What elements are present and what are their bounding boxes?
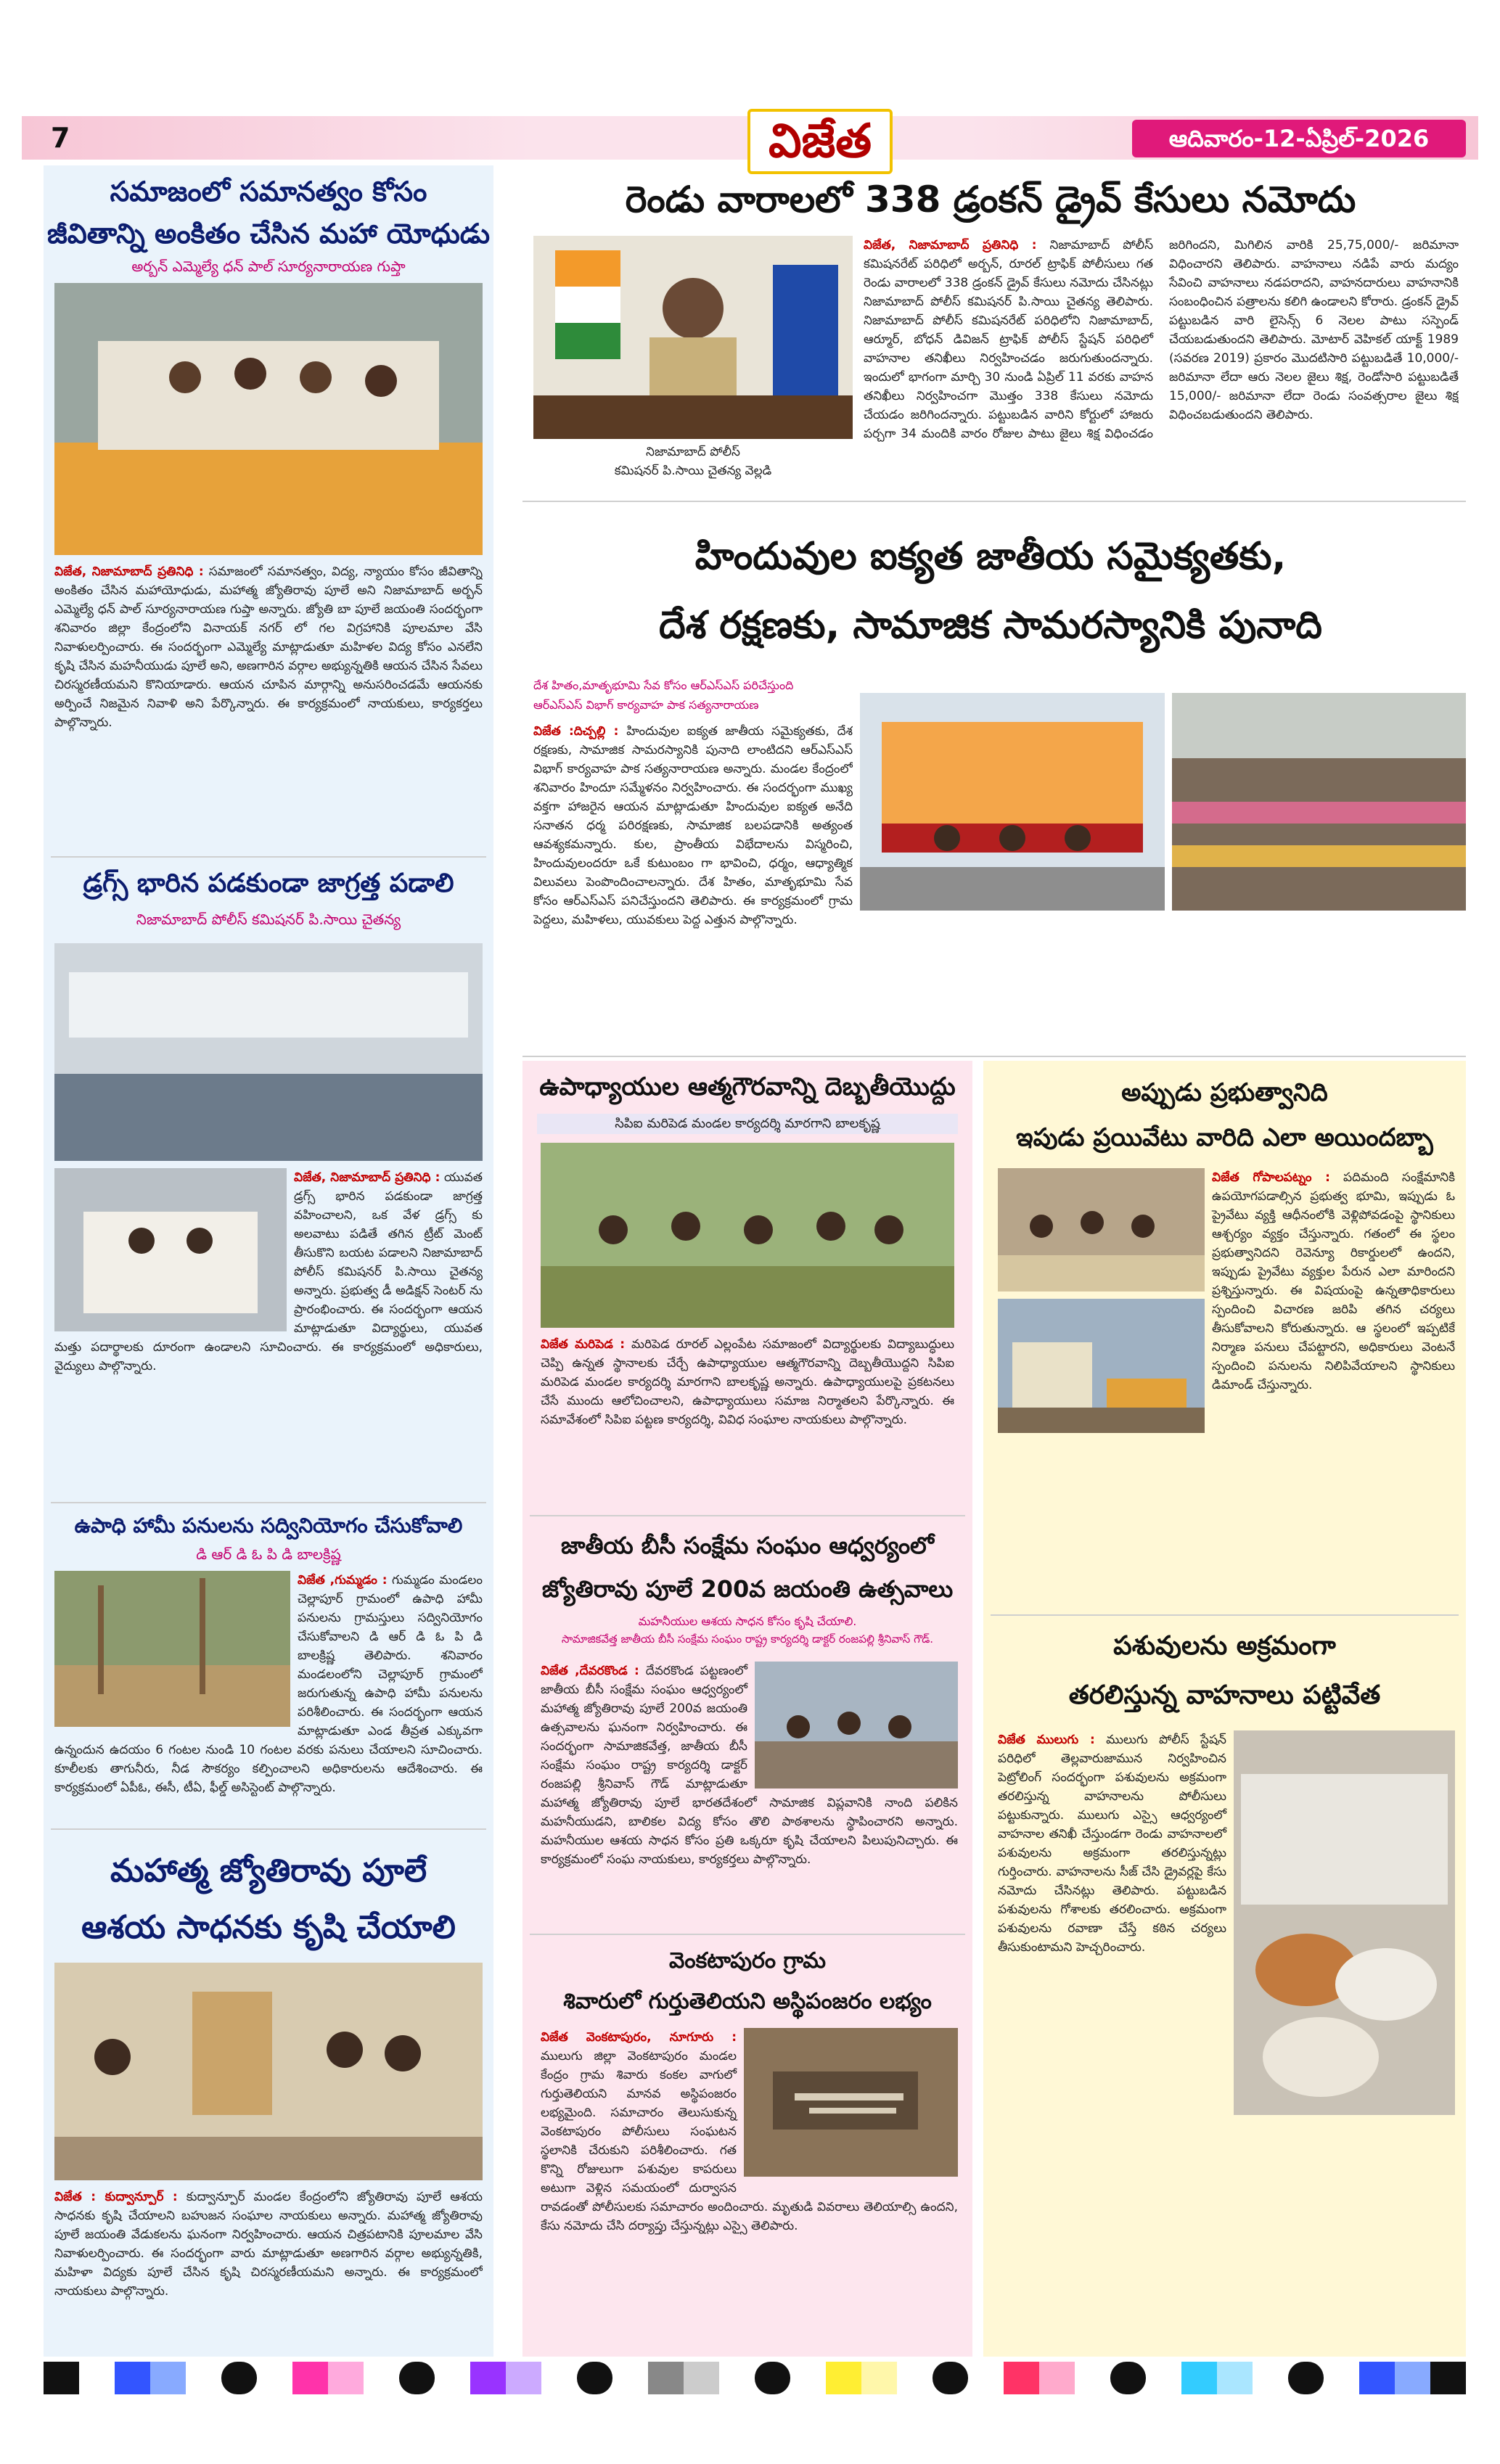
- hindu-photo-stage: [860, 693, 1165, 911]
- teachers-subhead: సిపిఐ మరిపెడ మండల కార్యదర్శి మారగాని బాలకృష్ణ: [537, 1114, 958, 1134]
- lead-photo: [533, 236, 853, 439]
- land-headline-line1: అప్పుడు ప్రభుత్వానిది: [1121, 1078, 1328, 1107]
- story1-headline-line2: జీవితాన్ని అంకితం చేసిన మహా యోధుడు: [46, 218, 491, 250]
- teachers-dateline: విజేత మరిపెడ :: [541, 1337, 626, 1352]
- teachers-headline: ఉపాధ్యాయుల ఆత్మగౌరవాన్ని దెబ్బతీయొద్దు: [539, 1072, 956, 1101]
- teachers-body-text: మరిపెడ రూరల్ ఎల్లంపేట సమాజంలో విద్యార్థులకు విద్యాబుద్ధులు చెప్పి ఉన్నత స్థానాలకు చేర్చే ఉపాధ్యాయుల ఆత్మగౌరవాన్ని దెబ్బతీయొద్దని సిపిఐ మరిపెడ మండల కార్యదర్శి మారగాని బాలకృష్ణ అన్నారు. ఉపాధ్యాయులపై ప్రకటనలు చేసే ముందు ఆలోచించాలని, ఉపాధ్యాయులు సమాజ నిర్మాతలని పేర్కొన్నారు. ఈ సమావేశంలో సిపిఐ పట్టణ కార్యదర్శి, వివిధ సంఘాల నాయకులు పాల్గొన్నారు.: [541, 1337, 954, 1427]
- bc-subhead1: మహనీయుల ఆశయ సాధన కోసం కృషి చేయాలి.: [638, 1614, 857, 1628]
- story3-body-text: గుమ్మడం మండలం చెల్లాపూర్ గ్రామంలో ఉపాధి హామీ పనులను గ్రామస్తులు సద్వినియోగం చేసుకోవాలని డి ఆర్ డి ఓ పి డి బాలక్రిష్ణ తెలిపారు. శనివారం మండలంలోని చెల్లాపూర్ గ్రామంలో జరుగుతున్న ఉపాధి హామీ పనులను పరిశీలించారు. ఈ సందర్భంగా ఆయన మాట్లాడుతూ ఎండ తీవ్రత ఎక్కువగా ఉన్నందున ఉదయం 6 గంటల నుండి 10 గంటల వరకు పనులు చేయాలని సూచించారు. కూలీలకు తాగునీరు, నీడ సౌకర్యం కల్పించాలని అధికారులను ఆదేశించారు. ఈ కార్యక్రమంలో ఏపీఓ, ఈసీ, టీఏ, ఫీల్డ్ అసిస్టెంట్ పాల్గొన్నారు.: [54, 1573, 483, 1795]
- hindu-subhead1: దేశ హితం,మాతృభూమి సేవ కోసం ఆర్ఎస్ఎస్ పరిచేస్తుంది: [533, 678, 794, 692]
- bc-subhead2: సామాజికవేత్త జాతీయ బీసీ సంక్షేమ సంఘం రాష్ట్ర కార్యదర్శి డాక్టర్ రంజపల్లి శ్రీనివాస్ గౌడ్.: [561, 1633, 934, 1646]
- bc-body: [541, 1662, 958, 1926]
- divider: [51, 1828, 486, 1830]
- story4-headline: [44, 1843, 493, 1956]
- story4-photo: [54, 1963, 483, 2180]
- bc-headline-line2: జ్యోతిరావు పూలే 200వ జయంతి ఉత్సవాలు: [541, 1575, 954, 1603]
- bc-dateline: విజేత ,దేవరకొండ :: [541, 1664, 639, 1678]
- hindu-headline: [508, 522, 1473, 660]
- hindu-photo-crowd: [1172, 693, 1466, 911]
- cattle-headline-line2: తరలిస్తున్న వాహనాలు పట్టివేత: [1068, 1680, 1381, 1710]
- skeleton-body-text: ములుగు జిల్లా వెంకటాపురం మండల కేంద్రం గ్రామ శివారు కంకల వాగులో గుర్తుతెలియని మానవ అస్థిపంజరం లభ్యమైంది. సమాచారం తెలుసుకున్న వెంకటాపురం పోలీసులు సంఘటన స్థలానికి చేరుకుని పరిశీలించారు. గత కొన్ని రోజులుగా పశువుల కాపరులు అటుగా వెళ్లిన సమయంలో దుర్వాసన రావడంతో పోలీసులకు సమాచారం అందించారు. మృతుడి వివరాలు తెలియాల్సి ఉందని, కేసు నమోదు చేసి దర్యాప్తు చేస్తున్నట్లు ఎస్సై తెలిపారు.: [541, 2049, 958, 2233]
- story1-headline: [44, 171, 493, 255]
- lead-body-text: నిజామాబాద్ పోలీస్ కమిషనరేట్ పరిధిలో అర్బన్, రూరల్ ట్రాఫిక్ పోలీసులు గత రెండు వారాలలో 338 డ్రంకన్ డ్రైవ్ కేసులు నమోదు చేసినట్లు నిజామాబాద్ పోలీస్ కమిషనర్ పి.సాయి చైతన్య తెలిపారు. నిజామాబాద్ పోలీస్ కమిషనరేట్ పరిధిలోని నిజామాబాద్, ఆర్మూర్, బోధన్ డివిజన్ ట్రాఫిక్ పోలీస్ స్టేషన్ పరిధిలో వాహనాల తనిఖీలు నిర్వహించడం జరుగుతుందన్నారు. ఇందులో భాగంగా మార్చి 30 నుండి ఏప్రిల్ 11 వరకు వాహన తనిఖీలు నిర్వహించగా మొత్తం 338 కేసులు నమోదు చేయడం జరిగిందన్నారు. పట్టుబడిన వారిని కోర్టులో హాజరు పర్చగా 34 మందికి వారం రోజుల పాటు జైలు శిక్ష విధించడం జరిగిందని, మిగిలిన వారికి 25,75,000/- జరిమానా విధించారని తెలిపారు. వాహనాలు నడిపే వారు మద్యం సేవించి వాహనాలు నడపరాదని, వాహనదారులు వాహనానికి సంబంధించిన పత్రాలను కలిగి ఉండాలని కోరారు. డ్రంకన్ డ్రైవ్ పట్టుబడిన వారి లైసెన్స్ 6 నెలల పాటు సస్పెండ్ చేయబడుతుందని తెలిపారు. మోటార్ వెహికల్ యాక్ట్ 1989 (సవరణ 2019) ప్రకారం మొదటిసారి పట్టుబడితే 10,000/- జరిమానా లేదా ఆరు నెలల జైలు శిక్ష, రెండోసారి పట్టుబడితే 15,000/- జరిమానా లేదా రెండు సంవత్సరాల జైలు శిక్ష విధించబడుతుందని తెలిపారు.: [864, 238, 1459, 441]
- story3-body: [54, 1571, 483, 1818]
- story1-body: [54, 562, 483, 853]
- page-number: 7: [51, 122, 70, 154]
- story4-body: [54, 2188, 483, 2347]
- land-headline: [983, 1070, 1466, 1160]
- hindu-dateline: విజేత :దిచ్పల్లి :: [533, 724, 619, 739]
- lead-caption-line1: నిజామాబాద్ పోలీస్: [646, 445, 740, 459]
- skeleton-headline-line2: శివారులో గుర్తుతెలియని అస్థిపంజరం లభ్యం: [563, 1989, 932, 2014]
- land-dateline: విజేత గోపాలపట్నం :: [1212, 1170, 1330, 1185]
- lead-caption-line2: కమిషనర్ పి.సాయి చైతన్య వెల్లడి: [614, 464, 772, 478]
- lead-photo-caption: [533, 443, 853, 480]
- divider: [51, 856, 486, 858]
- cattle-headline: [983, 1622, 1466, 1720]
- story4-headline-line2: ఆశయ సాధనకు కృషి చేయాలి: [81, 1909, 456, 1946]
- bc-body-text: దేవరకొండ పట్టణంలో జాతీయ బీసీ సంక్షేమ సంఘం ఆధ్వర్యంలో మహాత్మ జ్యోతిరావు పూలే 200వ జయంతి ఉత్సవాలను ఘనంగా నిర్వహించారు. ఈ సందర్భంగా సామాజికవేత్త, జాతీయ బీసీ సంక్షేమ సంఘం రాష్ట్ర కార్యదర్శి డాక్టర్ రంజపల్లి శ్రీనివాస్ గౌడ్ మాట్లాడుతూ మహాత్మ జ్యోతిరావు పూలే భారతదేశంలో సామాజిక విప్లవానికి నాంది పలికిన మహనీయుడని, బాలికల విద్య కోసం తొలి పాఠశాలను స్థాపించారని అన్నారు. మహనీయుల ఆశయ సాధన కోసం ప్రతి ఒక్కరూ కృషి చేయాలని పిలుపునిచ్చారు. ఈ కార్యక్రమంలో సంఘ నాయకులు, కార్యకర్తలు పాల్గొన్నారు.: [541, 1664, 958, 1867]
- skeleton-dateline: విజేత వెంకటాపురం, నూగూరు :: [541, 2030, 737, 2045]
- skeleton-headline-line1: వెంకటాపురం గ్రామ: [669, 1948, 826, 1974]
- cattle-body-text: ములుగు పోలీస్ స్టేషన్ పరిధిలో తెల్లవారుజామున నిర్వహించిన పెట్రోలింగ్ సందర్భంగా పశువులను అక్రమంగా తరలిస్తున్న వాహనాలను పోలీసులు పట్టుకున్నారు. ములుగు ఎస్సై ఆధ్వర్యంలో వాహనాల తనిఖీ చేస్తుండగా రెండు వాహనాలలో పశువులను అక్రమంగా తరలిస్తున్నట్లు గుర్తించారు. వాహనాలను సీజ్ చేసి డ్రైవర్లపై కేసు నమోదు చేసినట్లు తెలిపారు. పట్టుబడిన పశువులను గోశాలకు తరలించారు. అక్రమంగా పశువులను రవాణా చేస్తే కఠిన చర్యలు తీసుకుంటామని హెచ్చరించారు.: [998, 1733, 1226, 1955]
- story3-subhead: డి ఆర్ డి ఓ పి డి బాలక్రిష్ణ: [196, 1545, 341, 1563]
- issue-date: ఆదివారం-12-ఏప్రిల్-2026: [1132, 120, 1466, 157]
- divider: [522, 501, 1466, 502]
- lead-headline: రెండు వారాలలో 338 డ్రంకన్ డ్రైవ్ కేసులు నమోదు: [625, 178, 1356, 221]
- story2-body-text: యువత డ్రగ్స్ భారిన పడకుండా జాగ్రత్త వహించాలని, ఒక వేళ డ్రగ్స్ కు అలవాటు పడితే తగిన ట్రీట్ మెంట్ తీసుకొని బయట పడాలని నిజామాబాద్ పోలీస్ కమిషనర్ పి.సాయి చైతన్య అన్నారు. ప్రభుత్వ డీ అడిక్షన్ సెంటర్ ను ప్రారంభించారు. ఈ సందర్భంగా ఆయన మాట్లాడుతూ విద్యార్థులు, యువత మత్తు పదార్థాలకు దూరంగా ఉండాలని సూచించారు. ఈ కార్యక్రమంలో అధికారులు, వైద్యులు పాల్గొన్నారు.: [54, 1170, 483, 1373]
- land-headline-line2: ఇపుడు ప్రయివేటు వారిది ఎలా అయిందబ్బా: [1016, 1123, 1433, 1152]
- story2-headline: డ్రగ్స్ భారిన పడకుండా జాగ్రత్త పడాలి: [83, 868, 454, 898]
- lead-body: [864, 236, 1459, 486]
- story2-body: [54, 1168, 483, 1495]
- story1-headline-line1: సమాజంలో సమానత్వం కోసం: [110, 176, 427, 208]
- divider: [530, 1515, 965, 1516]
- divider: [530, 1934, 965, 1935]
- story4-body-text: కుద్వాన్పూర్ మండల కేంద్రంలోని జ్యోతిరావు పూలే ఆశయ సాధనకు కృషి చేయాలని బహుజన సంఘాల నాయకులు అన్నారు. మహాత్మ జ్యోతిరావు పూలే జయంతి వేడుకలను ఘనంగా నిర్వహించారు. ఆయన చిత్రపటానికి పూలమాల వేసి నివాళులర్పించారు. ఈ సందర్భంగా వారు మాట్లాడుతూ అణగారిన వర్గాల అభ్యున్నతికి, మహిళా విద్యకు పూలే చేసిన కృషి చిరస్మరణీయమని అన్నారు. ఈ కార్యక్రమంలో నాయకులు పాల్గొన్నారు.: [54, 2190, 483, 2299]
- teachers-body: [541, 1335, 954, 1509]
- story1-subhead: అర్బన్ ఎమ్మెల్యే ధన్ పాల్ సూర్యనారాయణ గుప్తా: [131, 258, 406, 275]
- land-body: [998, 1168, 1455, 1611]
- hindu-subhead2: ఆర్ఎస్ఎస్ విభాగ్ కార్యవాహ పాక సత్యనారాయణ: [533, 698, 759, 712]
- cattle-dateline: విజేత ములుగు :: [998, 1733, 1095, 1747]
- story2-subhead: నిజామాబాద్ పోలీస్ కమిషనర్ పి.సాయి చైతన్య: [136, 911, 401, 928]
- story2-photo-1: [54, 943, 483, 1161]
- hindu-body: [533, 722, 853, 1077]
- bc-headline-line1: జాతీయ బీసీ సంక్షేమ సంఘం ఆధ్వర్యంలో: [560, 1532, 934, 1559]
- cattle-body: [998, 1730, 1455, 2347]
- masthead-logo: విజేత: [747, 109, 893, 174]
- lead-dateline: విజేత, నిజామాబాద్ ప్రతినిధి :: [864, 238, 1037, 252]
- color-registration-strip: [44, 2362, 1466, 2394]
- skeleton-body: [541, 2028, 958, 2347]
- skeleton-headline: [522, 1941, 972, 2022]
- story4-headline-line1: మహాత్మ జ్యోతిరావు పూలే: [110, 1852, 427, 1889]
- divider: [51, 1502, 486, 1503]
- story3-headline: ఉపాధి హామీ పనులను సద్వినియోగం చేసుకోవాలి: [74, 1514, 463, 1537]
- cattle-headline-line1: పశువులను అక్రమంగా: [1113, 1631, 1336, 1661]
- story3-dateline: విజేత ,గుమ్మడం :: [298, 1573, 388, 1588]
- story1-body-text: సమాజంలో సమానత్వం, విద్య, న్యాయం కోసం జీవితాన్ని అంకితం చేసిన మహాయోధుడు, మహాత్మ జ్యోతిరావు పూలే అని నిజామాబాద్ అర్బన్ ఎమ్మెల్యే ధన్ పాల్ సూర్యనారాయణ గుప్తా అన్నారు. జ్యోతి బా పూలే జయంతి సందర్భంగా శనివారం జిల్లా కేంద్రంలోని వినాయక్ నగర్ లో గల విగ్రహానికి పూలమాల వేసి నివాళులర్పించారు. ఈ సందర్భంగా ఎమ్మెల్యే మాట్లాడుతూ మహిళల విద్య కోసం ఎనలేని కృషి చేసిన మహనీయుడు పూలే అని, అణగారిన వర్గాల అభ్యున్నతికి ఆయన చేసిన సేవలు చిరస్మరణీయమని కొనియాడారు. ఆయన చూపిన మార్గాన్ని అనుసరించడమే ఆయనకు అర్పించే నిజమైన నివాళి అని పేర్కొన్నారు. ఈ కార్యక్రమంలో నాయకులు, కార్యకర్తలు పాల్గొన్నారు.: [54, 564, 483, 730]
- land-body-text: పదిమంది సంక్షేమానికి ఉపయోగపడాల్సిన ప్రభుత్వ భూమి, ఇప్పుడు ఓ ప్రైవేటు వ్యక్తి ఆధీనంలోకి వెళ్లిపోవడంపై స్థానికులు ఆశ్చర్యం వ్యక్తం చేస్తున్నారు. గతంలో ఈ స్థలం ప్రభుత్వానిదని రెవెన్యూ రికార్డులలో ఉందని, ఇప్పుడు ప్రైవేటు వ్యక్తుల పేరున ఎలా మారిందని ప్రశ్నిస్తున్నారు. ఈ విషయంపై ఉన్నతాధికారులు స్పందించి విచారణ జరిపి తగిన చర్యలు తీసుకోవాలని కోరుతున్నారు. ఆ స్థలంలో ఇప్పటికే నిర్మాణ పనులు చేపట్టారని, అధికారులు వెంటనే స్పందించి పనులను నిలిపివేయాలని స్థానికులు డిమాండ్ చేస్తున్నారు.: [1212, 1170, 1455, 1392]
- story2-dateline: విజేత, నిజామాబాద్ ప్రతినిధి :: [294, 1170, 440, 1185]
- hindu-headline-line1: హిందువుల ఐక్యత జాతీయ సమైక్యతకు,: [694, 535, 1287, 578]
- divider: [991, 1614, 1459, 1616]
- hindu-body-text: హిందువుల ఐక్యత జాతీయ సమైక్యతకు, దేశ రక్షణకు, సామాజిక సామరస్యానికి పునాది లాంటిదని ఆర్ఎస్ఎస్ విభాగ్ కార్యవాహ పాక సత్యనారాయణ అన్నారు. మండల కేంద్రంలో శనివారం హిందూ సమ్మేళనం నిర్వహించారు. ఈ సందర్భంగా ముఖ్య వక్తగా హాజరైన ఆయన మాట్లాడుతూ హిందువుల ఐక్యత అనేది సనాతన ధర్మ పరిరక్షణకు, సామాజిక బలపడానికి అత్యంత ఆవశ్యకమన్నారు. కుల, ప్రాంతీయ విభేదాలను విస్మరించి, హిందువులందరూ ఒకే కుటుంబం గా భావించి, ధర్మం, ఆధ్యాత్మిక విలువలు పెంపొందించాలన్నారు. దేశ హితం, మాతృభూమి సేవ కోసం ఆర్ఎస్ఎస్ పనిచేస్తుందని తెలిపారు. ఈ కార్యక్రమంలో గ్రామ పెద్దలు, మహిళలు, యువకులు పెద్ద ఎత్తున పాల్గొన్నారు.: [533, 724, 853, 927]
- teachers-photo: [541, 1143, 954, 1328]
- divider: [522, 1056, 1466, 1057]
- story1-dateline: విజేత, నిజామాబాద్ ప్రతినిధి :: [54, 564, 204, 579]
- story1-photo: [54, 283, 483, 555]
- bc-headline: [522, 1524, 972, 1611]
- story4-dateline: విజేత : కుద్వాన్పూర్ :: [54, 2190, 178, 2204]
- hindu-headline-line2: దేశ రక్షణకు, సామాజిక సామరస్యానికి పునాది: [659, 604, 1322, 647]
